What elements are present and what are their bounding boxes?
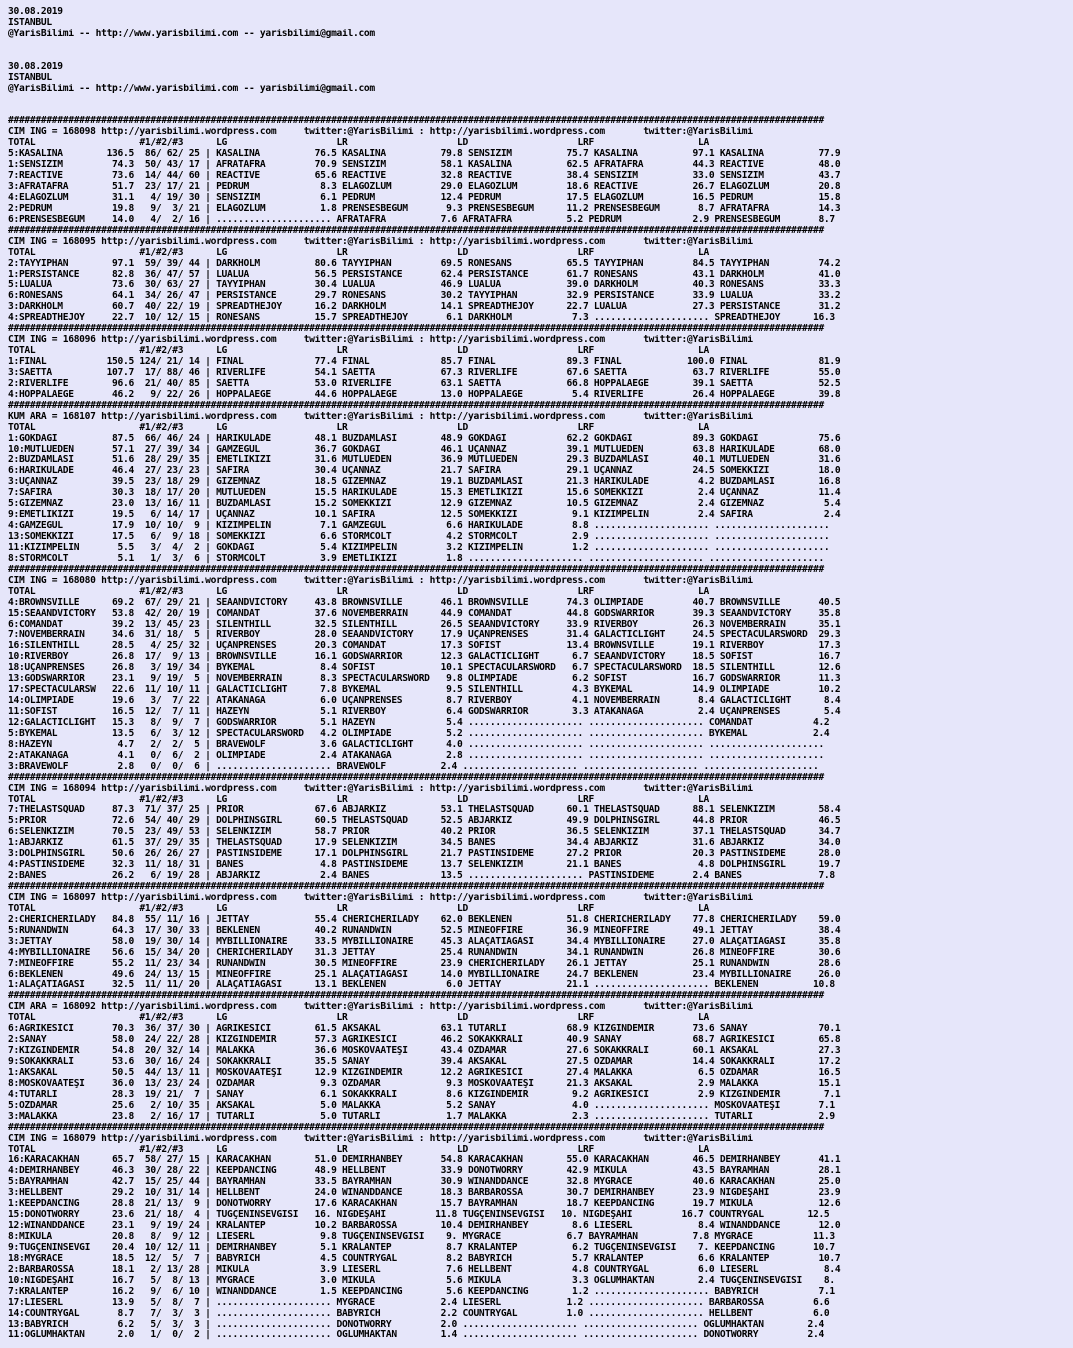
race-row: 1:AKSAKAL 50.5 44/ 13/ 11 | MOSKOVAATEŞİ 12.9 KIZGINDEMİR 12.2 AĞRIKESİCİ 27.4 MALAKKA 6.5 ÖZDAMAR 16.5 — [8, 1067, 841, 1078]
race-row: 3:MALAKKA 23.8 2/ 16/ 17 | TUTARLI 5.0 TUTARLI 1.7 MALAKKA 2.3 ..................... TUTARLI 2.9 — [8, 1111, 835, 1122]
race-row: 16:KARACAKHAN 65.7 58/ 27/ 15 | KARACAKHAN 51.0 DEMİRHANBEY 54.8 KARACAKHAN 55.0 KARACAKHAN 46.5 DEMİRHANBEY 41.1 — [8, 1155, 841, 1166]
race-row: 2:BARBAROSSA 18.1 2/ 13/ 28 | MIKULA 3.9 LIESERL 7.6 HELLBENT 4.8 COUNTRYGAL 6.0 LIESERL 8.4 — [8, 1264, 841, 1275]
race-row: 3:UÇANNAZ 39.5 23/ 18/ 29 | GİZEMNAZ 18.5 GİZEMNAZ 19.1 BUZDAMLASI 21.3 HARİKULADE 4.2 BUZDAMLASI 16.8 — [8, 477, 841, 488]
header-date: 30.08.2019 — [8, 7, 63, 17]
race-row: 6:SELENKIZIM 70.5 23/ 49/ 53 | SELENKIZIM 58.7 PRIOR 40.2 PRIOR 36.5 SELENKIZIM 37.1 THELASTSQUAD 34.7 — [8, 827, 841, 838]
race-title: CIM ING = 168079 http://yarisbilimi.wordpress.com twitter:@YarisBilimi : http://yarisbilimi.wordpress.com twitter:@YarisBilimi — [8, 1133, 753, 1144]
race-row: 11:OĞLUMHAKTAN 2.0 1/ 0/ 2 | ..................... OĞLUMHAKTAN 1.4 ..................... ..................... DONOTWORRY 2.4 — [8, 1330, 824, 1341]
race-subheader: TOTAL #1/#2/#3 LG LR LD LRF LA — [8, 247, 709, 258]
race-row: 8:MIKULA 20.8 8/ 9/ 12 | LIESERL 9.8 TUĞÇENİNSEVGİSİ 9. MYGRACE 6.7 BAYRAMHAN 7.8 MYGRACE 11.3 — [8, 1232, 835, 1242]
race-row: 6:COMANDAT 39.2 13/ 45/ 23 | SILENTHILL 32.5 SILENTHILL 26.5 SEAANDVICTORY 33.9 RIVERBOY 26.3 NOVEMBERRAIN 35.1 — [8, 619, 841, 630]
race-row: 8:STORMCOLT 5.1 1/ 3/ 6 | STORMCOLT 3.9 EMETLİKIZI 1.8 ..................... ..................... ..................... — [8, 553, 824, 564]
race-row: 9:EMETLİKIZI 19.5 6/ 14/ 17 | UÇANNAZ 10.1 SAFİRA 12.5 SOMEKKIZI 9.1 KIZIMPELİN 2.4 SAFİRA 2.4 — [8, 510, 841, 521]
race-row: 7:NOVEMBERRAIN 34.6 31/ 18/ 5 | RIVERBOY 28.0 SEAANDVICTORY 17.9 UÇANPRENSES 31.4 GALACTICLIGHT 24.5 SPECTACULARSWORD 29.3 — [8, 630, 841, 641]
blank-line — [8, 51, 1073, 62]
race-row: 9:TUĞÇENİNSEVGİ 20.4 10/ 12/ 11 | DEMİRHANBEY 5.1 KRALANTEP 8.7 KRALANTEP 6.2 TUĞÇENİNSEVGİSİ 7. KEEPDANCING 10.7 — [8, 1242, 835, 1253]
race-row: 6:RONESANS 64.1 34/ 26/ 47 | PERSISTANCE 29.7 RONESANS 30.2 TAYYİPHAN 32.9 PERSISTANCE 33.9 LUALUA 33.2 — [8, 291, 841, 302]
race-row: 14:OLIMPIADE 19.6 3/ 7/ 22 | ATAKANAĞA 6.0 UÇANPRENSES 8.7 RIVERBOY 4.1 NOVEMBERRAIN 8.4 GALACTICLIGHT 8.4 — [8, 696, 841, 707]
race-row: 5:ÖZDAMAR 25.6 2/ 10/ 35 | AKSAKAL 5.0 MALAKKA 5.2 SANAY 4.0 ..................... MOSKOVAATEŞİ 7.1 — [8, 1100, 835, 1111]
race-title: CIM ING = 168096 http://yarisbilimi.wordpress.com twitter:@YarisBilimi : http://yarisbilimi.wordpress.com twitter:@YarisBilimi — [8, 335, 753, 346]
race-subheader: TOTAL #1/#2/#3 LG LR LD LRF LA — [8, 794, 709, 805]
header-city: ISTANBUL — [8, 17, 52, 28]
race-row: 8:MOSKOVAATEŞİ 36.0 13/ 23/ 24 | ÖZDAMAR 9.3 ÖZDAMAR 9.3 MOSKOVAATEŞİ 21.3 AKSAKAL 2.9 MALAKKA 15.1 — [8, 1078, 841, 1089]
race-row: 1:PERSISTANCE 82.8 36/ 47/ 57 | LUALUA 56.5 PERSISTANCE 62.4 PERSISTANCE 61.7 RONESANS 43.1 DARKHOLM 41.0 — [8, 269, 841, 280]
race-row: 17:LIESERL 13.9 5/ 8/ 7 | ..................... MYGRACE 2.4 LIESERL 1.2 ..................... BARBAROSSA 6.6 — [8, 1297, 830, 1308]
blank-line — [8, 95, 1073, 106]
race-row: 13:GODSWARRIOR 23.1 9/ 19/ 5 | NOVEMBERRAIN 8.3 SPECTACULARSWORD 9.8 OLIMPIADE 6.2 SOFİST 16.7 GODSWARRIOR 11.3 — [8, 674, 841, 685]
race-row: 3:JETTAY 58.0 19/ 30/ 14 | MYBILLIONAIRE 33.5 MYBILLIONAIRE 45.3 ALAÇATIAĞASI 34.4 MYBILLIONAIRE 27.0 ALAÇATIAĞASI 35.8 — [8, 936, 841, 947]
race-row: 8:HAZEYN 4.7 2/ 2/ 5 | BRAVEWOLF 3.6 GALACTICLIGHT 4.0 ..................... ..................... ..................... — [8, 739, 824, 750]
race-row: 4:GAMZEGÜL 17.9 10/ 10/ 9 | KIZIMPELİN 7.1 GAMZEGÜL 6.6 HARİKULADE 8.8 ..................... ..................... — [8, 521, 830, 532]
separator-line: ##################################################################################################################################################### — [8, 225, 824, 236]
race-row: 17:SPECTACULARSW 22.6 11/ 10/ 11 | GALACTICLIGHT 7.8 BYKEMAL 9.5 SILENTHILL 4.3 BYKEMAL 14.9 OLIMPIADE 10.2 — [8, 685, 841, 696]
race-row: 5:LUALUA 73.6 30/ 63/ 27 | TAYYİPHAN 30.4 LUALUA 46.9 LUALUA 39.0 DARKHOLM 40.3 RONESANS 33.3 — [8, 280, 841, 291]
race-row: 2:TAYYİPHAN 97.1 59/ 39/ 44 | DARKHOLM 80.6 TAYYİPHAN 69.5 RONESANS 65.5 TAYYİPHAN 84.5 TAYYİPHAN 74.2 — [8, 258, 841, 269]
race-row: 12:GALACTICLIGHT 15.3 8/ 9/ 7 | GODSWARRIOR 5.1 HAZEYN 5.4 ..................... ..................... COMANDAT 4.2 — [8, 717, 830, 728]
race-subheader: TOTAL #1/#2/#3 LG LR LD LRF LA — [8, 903, 709, 914]
blank-line — [8, 105, 1073, 116]
race-row: 1:ABJARKIZ 61.5 37/ 29/ 35 | THELASTSQUAD 17.9 SELENKIZIM 34.5 BANES 34.4 ABJARKIZ 31.6 ABJARKIZ 34.0 — [8, 838, 841, 849]
race-subheader: TOTAL #1/#2/#3 LG LR LD LRF LA — [8, 422, 709, 433]
race-row: 3:DOLPHINSGIRL 50.6 26/ 26/ 27 | PASTINSIDEME 17.1 DOLPHINSGIRL 21.7 PASTINSIDEME 27.2 PRIOR 20.3 PASTINSIDEME 28.0 — [8, 849, 841, 860]
race-row: 7:SAFİRA 30.3 18/ 17/ 20 | MUTLUEDEN 15.5 HARİKULADE 15.3 EMETLİKIZI 15.6 SOMEKKIZI 2.4 UÇANNAZ 11.4 — [8, 488, 841, 499]
race-row: 18:MYGRACE 18.5 12/ 5/ 7 | BABYRICH 4.5 COUNTRYGAL 8.2 BABYRICH 5.7 KRALANTEP 6.6 KRALANTEP 10.7 — [8, 1253, 841, 1264]
race-row: 14:COUNTRYGAL 8.7 7/ 3/ 3 | ..................... BABYRICH 2.2 COUNTRYGAL 1.0 ..................... HELLBENT 6.0 — [8, 1308, 830, 1319]
race-row: 1:FİNAL 150.5 124/ 21/ 14 | FİNAL 77.4 FİNAL 85.7 FİNAL 89.3 FİNAL 100.0 FİNAL 81.9 — [8, 357, 841, 367]
race-row: 15:DONOTWORRY 23.6 21/ 18/ 4 | TUĞÇENİNSEVGİSİ 16. NİGDEŞAHI 11.8 TUĞÇENİNSEVGİSİ 10. NİGDEŞAHI 16.7 COUNTRYGAL 12.5 — [8, 1210, 830, 1221]
race-row: 7:REACTİVE 73.6 14/ 44/ 60 | REACTİVE 65.6 REACTİVE 32.8 REACTİVE 38.4 SENSİZİM 33.0 SENSİZİM 43.7 — [8, 171, 841, 182]
header-date: 30.08.2019 — [8, 61, 63, 72]
race-row: 1:ALAÇATIAĞASI 32.5 11/ 11/ 20 | ALAÇATIAĞASI 13.1 BEKLENEN 6.0 JETTAY 21.1 ..................... BEKLENEN 10.8 — [8, 980, 835, 991]
race-row: 5:GİZEMNAZ 23.0 13/ 16/ 11 | BUZDAMLASI 15.2 SOMEKKIZI 12.9 GİZEMNAZ 10.5 GİZEMNAZ 2.4 GİZEMNAZ 5.4 — [8, 499, 841, 510]
race-row: 2:SANAY 58.0 24/ 22/ 28 | KIZGINDEMİR 57.3 AĞRIKESİCİ 46.2 SOKAKKRALI 40.9 SANAY 68.7 AĞRIKESİCİ 65.8 — [8, 1035, 841, 1046]
race-row: 1:GÖKDAĞI 87.5 66/ 46/ 24 | HARİKULADE 48.1 BUZDAMLASI 48.9 GÖKDAĞI 62.2 GÖKDAĞI 89.3 GÖKDAĞI 75.6 — [8, 433, 841, 444]
race-row: 7:KRALANTEP 16.2 9/ 6/ 10 | WINANDDANCE 1.5 KEEPDANCING 5.6 KEEPDANCING 1.2 ..................... BABYRICH 7.1 — [8, 1286, 835, 1297]
race-row: 4:HOPPALAEGE 46.2 9/ 22/ 26 | HOPPALAEGE 44.6 HOPPALAEGE 13.0 HOPPALAEGE 5.4 RIVERLIFE 26.4 HOPPALAEGE 39.8 — [8, 389, 841, 400]
race-row: 9:SOKAKKRALI 53.6 30/ 16/ 24 | SOKAKKRALI 35.5 SANAY 39.4 AKSAKAL 27.5 ÖZDAMAR 14.4 SOKAKKRALI 17.2 — [8, 1057, 841, 1067]
race-row: 3:AFRATAFRA 51.7 23/ 17/ 21 | PEDRUM 8.3 ELAGOZLUM 29.0 ELAGOZLUM 18.6 REACTİVE 26.7 ELAGOZLUM 20.8 — [8, 182, 841, 192]
race-title: CIM ING = 168095 http://yarisbilimi.wordpress.com twitter:@YarisBilimi : http://yarisbilimi.wordpress.com twitter:@YarisBilimi — [8, 236, 753, 247]
race-row: 7:MINEOFFİRE 55.2 11/ 23/ 34 | RUNANDWIN 30.5 MINEOFFİRE 23.9 CHERICHERILADY 26.1 JETTAY 25.1 RUNANDWIN 28.6 — [8, 958, 841, 969]
separator-line: ##################################################################################################################################################### — [8, 400, 824, 411]
race-row: 10:MUTLUEDEN 57.1 27/ 39/ 34 | GAMZEGÜL 36.7 GÖKDAĞI 46.1 UÇANNAZ 39.1 MUTLUEDEN 63.8 HARİKULADE 68.0 — [8, 444, 841, 455]
separator-line: ##################################################################################################################################################### — [8, 116, 824, 127]
blank-line — [8, 40, 1073, 51]
race-row: 6:HARİKULADE 46.4 27/ 23/ 23 | SAFİRA 30.4 UÇANNAZ 21.7 SAFİRA 29.1 UÇANNAZ 24.5 SOMEKKIZI 18.0 — [8, 466, 841, 477]
race-row: 11:SOFİST 16.5 12/ 7/ 11 | HAZEYN 5.1 RIVERBOY 6.4 GODSWARRIOR 3.3 ATAKANAĞA 2.4 UÇANPRENSES 5.4 — [8, 707, 841, 717]
race-title: CIM ING = 168094 http://yarisbilimi.wordpress.com twitter:@YarisBilimi : http://yarisbilimi.wordpress.com twitter:@YarisBilimi — [8, 783, 753, 794]
race-row: 3:DARKHOLM 60.7 40/ 22/ 19 | SPREADTHEJOY 16.2 DARKHOLM 14.1 SPREADTHEJOY 22.7 LUALUA 27.3 PERSISTANCE 31.2 — [8, 302, 841, 313]
race-title: KUM ARA = 168107 http://yarisbilimi.wordpress.com twitter:@YarisBilimi : http://yarisbilimi.wordpress.com twitter:@YarisBilimi — [8, 411, 753, 422]
race-row: 1:SENSİZİM 74.3 50/ 43/ 17 | AFRATAFRA 70.9 SENSİZİM 58.1 KASALINA 62.5 AFRATAFRA 44.3 REACTİVE 48.0 — [8, 160, 841, 171]
race-row: 5:BYKEMAL 13.5 6/ 3/ 12 | SPECTACULARSWORD 4.2 OLIMPIADE 5.2 ..................... ..................... BYKEMAL 2.4 — [8, 728, 830, 739]
race-row: 4:TUTARLI 28.3 19/ 21/ 7 | SANAY 6.1 SOKAKKRALI 8.6 KIZGINDEMİR 9.2 AĞRIKESİCİ 2.9 KIZGINDEMİR 7.1 — [8, 1089, 841, 1100]
race-row: 2:BANES 26.2 6/ 19/ 28 | ABJARKIZ 2.4 BANES 13.5 ..................... PASTINSIDEME 2.4 BANES 7.8 — [8, 871, 835, 882]
race-row: 4:DEMİRHANBEY 46.3 30/ 28/ 22 | KEEPDANCING 48.9 HELLBENT 33.9 DONOTWORRY 42.9 MIKULA 43.5 BAYRAMHAN 28.1 — [8, 1166, 841, 1177]
race-row: 15:SEAANDVICTORY 53.8 42/ 20/ 19 | COMANDAT 37.6 NOVEMBERRAIN 44.9 COMANDAT 44.8 GODSWARRIOR 39.3 SEAANDVICTORY 35.8 — [8, 608, 841, 619]
race-row: 3:HELLBENT 29.2 10/ 31/ 14 | HELLBENT 24.0 WINANDDANCE 18.3 BARBAROSSA 30.7 DEMİRHANBEY 23.9 NİGDEŞAHI 23.9 — [8, 1188, 841, 1199]
header-contact: @YarisBilimi -- http://www.yarisbilimi.com -- yarisbilimi@gmail.com — [8, 28, 375, 39]
race-subheader: TOTAL #1/#2/#3 LG LR LD LRF LA — [8, 586, 709, 597]
race-row: 12:WINANDDANCE 23.1 9/ 19/ 24 | KRALANTEP 10.2 BARBAROSSA 10.4 DEMİRHANBEY 8.6 LIESERL 8.4 WINANDDANCE 12.0 — [8, 1221, 841, 1232]
race-row: 16:SILENTHILL 28.5 4/ 25/ 32 | UÇANPRENSES 20.3 COMANDAT 17.3 SOFİST 13.4 BROWNSVILLE 19.1 RIVERBOY 17.3 — [8, 641, 841, 652]
race-row: 6:BEKLENEN 49.6 24/ 13/ 15 | MINEOFFİRE 25.1 ALAÇATIAĞASI 14.0 MYBILLIONAIRE 24.7 BEKLENEN 23.4 MYBILLIONAIRE 26.0 — [8, 969, 841, 980]
race-row: 13:BABYRICH 6.2 5/ 3/ 3 | ..................... DONOTWORRY 2.0 ..................... ..................... OĞLUMHAKTAN 2.4 — [8, 1319, 824, 1330]
race-title: CIM ARA = 168092 http://yarisbilimi.wordpress.com twitter:@YarisBilimi : http://yarisbilimi.wordpress.com twitter:@YarisBilimi — [8, 1002, 753, 1013]
race-row: 11:KIZIMPELİN 5.5 3/ 4/ 2 | GÖKDAĞI 5.4 KIZIMPELİN 3.2 KIZIMPELİN 1.2 ..................... ..................... — [8, 542, 830, 553]
race-title: CIM ING = 168097 http://yarisbilimi.wordpress.com twitter:@YarisBilimi : http://yarisbilimi.wordpress.com twitter:@YarisBilimi — [8, 892, 753, 903]
race-subheader: TOTAL #1/#2/#3 LG LR LD LRF LA — [8, 1013, 709, 1024]
race-row: 2:RIVERLIFE 96.6 21/ 40/ 85 | SAETTA 53.0 RIVERLIFE 63.1 SAETTA 66.8 HOPPALAEGE 39.1 SAETTA 52.5 — [8, 378, 841, 389]
race-row: 10:RIVERBOY 26.8 17/ 9/ 13 | BROWNSVILLE 16.1 GODSWARRIOR 12.3 GALACTICLIGHT 6.7 SEAANDVICTORY 18.5 SOFİST 16.7 — [8, 652, 841, 663]
race-title: CIM ING = 168098 http://yarisbilimi.wordpress.com twitter:@YarisBilimi : http://yarisbilimi.wordpress.com twitter:@YarisBilimi — [8, 127, 753, 138]
race-row: 4:BROWNSVILLE 69.2 67/ 29/ 21 | SEAANDVICTORY 43.8 BROWNSVILLE 46.1 BROWNSVILLE 74.3 OLIMPIADE 40.7 BROWNSVILLE 40.5 — [8, 597, 841, 608]
header-contact: @YarisBilimi -- http://www.yarisbilimi.com -- yarisbilimi@gmail.com — [8, 83, 375, 94]
race-row: 2:PEDRUM 19.8 9/ 3/ 21 | ELAGOZLUM 1.8 PRENSESBEGÜM 9.3 PRENSESBEGÜM 11.2 PRENSESBEGÜM 8.7 AFRATAFRA 14.3 — [8, 203, 841, 214]
race-row: 13:SOMEKKIZI 17.5 6/ 9/ 18 | SOMEKKIZI 6.6 STORMCOLT 4.2 STORMCOLT 2.9 ..................... ..................... — [8, 532, 830, 542]
separator-line: ##################################################################################################################################################### — [8, 1122, 824, 1133]
race-subheader: TOTAL #1/#2/#3 LG LR LD LRF LA — [8, 1144, 709, 1155]
race-row: 2:ATAKANAĞA 4.1 0/ 6/ 2 | OLIMPIADE 2.4 ATAKANAĞA 2.8 ..................... ..................... ..................... — [8, 750, 824, 761]
header-city: ISTANBUL — [8, 72, 52, 83]
race-row: 3:BRAVEWOLF 2.8 0/ 0/ 6 | ..................... BRAVEWOLF 2.4 ..................... ..................... ..................... — [8, 761, 819, 772]
race-row: 6:PRENSESBEGÜM 14.0 4/ 2/ 16 | ..................... AFRATAFRA 7.6 AFRATAFRA 5.2 PEDRUM 2.9 PRENSESBEGÜM 8.7 — [8, 214, 835, 225]
race-row: 4:SPREADTHEJOY 22.7 10/ 12/ 15 | RONESANS 15.7 SPREADTHEJOY 6.1 DARKHOLM 7.3 ..................... SPREADTHEJOY 16.3 — [8, 313, 835, 324]
race-row: 5:BAYRAMHAN 42.7 15/ 25/ 44 | BAYRAMHAN 33.5 BAYRAMHAN 30.9 WINANDDANCE 32.8 MYGRACE 40.6 KARACAKHAN 25.0 — [8, 1177, 841, 1188]
race-row: 10:NİGDEŞAHI 16.7 5/ 8/ 13 | MYGRACE 3.0 MIKULA 5.6 MIKULA 3.3 OĞLUMHAKTAN 2.4 TUĞÇENİNSEVGİSİ 8. — [8, 1275, 835, 1286]
race-row: 5:PRIOR 72.6 54/ 40/ 29 | DOLPHINSGIRL 60.5 THELASTSQUAD 52.5 ABJARKIZ 49.9 DOLPHINSGIRL 44.8 PRIOR 46.5 — [8, 816, 841, 827]
separator-line: ##################################################################################################################################################### — [8, 991, 824, 1002]
separator-line: ##################################################################################################################################################### — [8, 324, 824, 335]
race-subheader: TOTAL #1/#2/#3 LG LR LD LRF LA — [8, 138, 709, 149]
race-row: 2:CHERICHERILADY 84.8 55/ 11/ 16 | JETTAY 55.4 CHERICHERILADY 62.0 BEKLENEN 51.8 CHERICHERILADY 77.8 CHERICHERILADY 59.0 — [8, 914, 841, 925]
race-row: 1:KEEPDANCING 28.8 21/ 13/ 9 | DONOTWORRY 17.6 KARACAKHAN 15.7 BAYRAMHAN 18.7 KEEPDANCING 19.7 MIKULA 12.6 — [8, 1199, 841, 1210]
race-title: CIM ING = 168080 http://yarisbilimi.wordpress.com twitter:@YarisBilimi : http://yarisbilimi.wordpress.com twitter:@YarisBilimi — [8, 575, 753, 586]
race-row: 4:PASTINSIDEME 32.3 11/ 18/ 31 | BANES 4.8 PASTINSIDEME 13.7 SELENKIZIM 21.1 BANES 4.8 DOLPHINSGIRL 19.7 — [8, 860, 841, 871]
race-row: 3:SAETTA 107.7 17/ 88/ 46 | RIVERLIFE 54.1 SAETTA 67.3 RIVERLIFE 67.6 SAETTA 63.7 RIVERLIFE 55.0 — [8, 367, 841, 378]
race-row: 5:RUNANDWIN 64.3 17/ 30/ 33 | BEKLENEN 40.2 RUNANDWIN 52.5 MINEOFFİRE 36.9 MINEOFFİRE 49.1 JETTAY 38.4 — [8, 925, 841, 936]
race-row: 18:UÇANPRENSES 26.8 3/ 19/ 34 | BYKEMAL 8.4 SOFİST 10.1 SPECTACULARSWORD 6.7 SPECTACULARSWORD 18.5 SILENTHILL 12.6 — [8, 663, 841, 674]
race-row: 2:BUZDAMLASI 51.6 28/ 29/ 35 | EMETLİKIZI 31.6 MUTLUEDEN 36.9 MUTLUEDEN 29.3 BUZDAMLASI 40.1 MUTLUEDEN 31.6 — [8, 455, 841, 466]
race-row: 7:THELASTSQUAD 87.3 71/ 37/ 25 | PRIOR 67.6 ABJARKIZ 53.1 THELASTSQUAD 60.1 THELASTSQUAD 88.1 SELENKIZIM 58.4 — [8, 805, 841, 816]
race-row: 5:KASALINA 136.5 86/ 62/ 25 | KASALINA 76.5 KASALINA 79.8 SENSİZİM 75.7 KASALINA 97.1 KASALINA 77.9 — [8, 149, 841, 160]
race-row: 7:KIZGINDEMİR 54.8 20/ 32/ 14 | MALAKKA 36.6 MOSKOVAATEŞİ 43.4 ÖZDAMAR 27.6 SOKAKKRALI 60.1 AKSAKAL 27.3 — [8, 1046, 841, 1057]
race-subheader: TOTAL #1/#2/#3 LG LR LD LRF LA — [8, 346, 709, 357]
race-row: 4:ELAGOZLUM 31.1 4/ 19/ 30 | SENSİZİM 6.1 PEDRUM 12.4 PEDRUM 17.5 ELAGOZLUM 16.5 PEDRUM 15.8 — [8, 192, 841, 203]
race-row: 4:MYBILLIONAIRE 56.6 15/ 34/ 20 | CHERICHERILADY 31.3 JETTAY 25.4 RUNANDWIN 34.1 RUNANDWIN 26.8 MINEOFFİRE 30.6 — [8, 947, 841, 958]
separator-line: ##################################################################################################################################################### — [8, 882, 824, 892]
separator-line: ##################################################################################################################################################### — [8, 772, 824, 783]
separator-line: ##################################################################################################################################################### — [8, 564, 824, 575]
race-row: 6:AĞRIKESİCİ 70.3 36/ 37/ 30 | AĞRIKESİCİ 61.5 AKSAKAL 63.1 TUTARLI 68.9 KIZGINDEMİR 73.6 SANAY 70.1 — [8, 1024, 841, 1035]
